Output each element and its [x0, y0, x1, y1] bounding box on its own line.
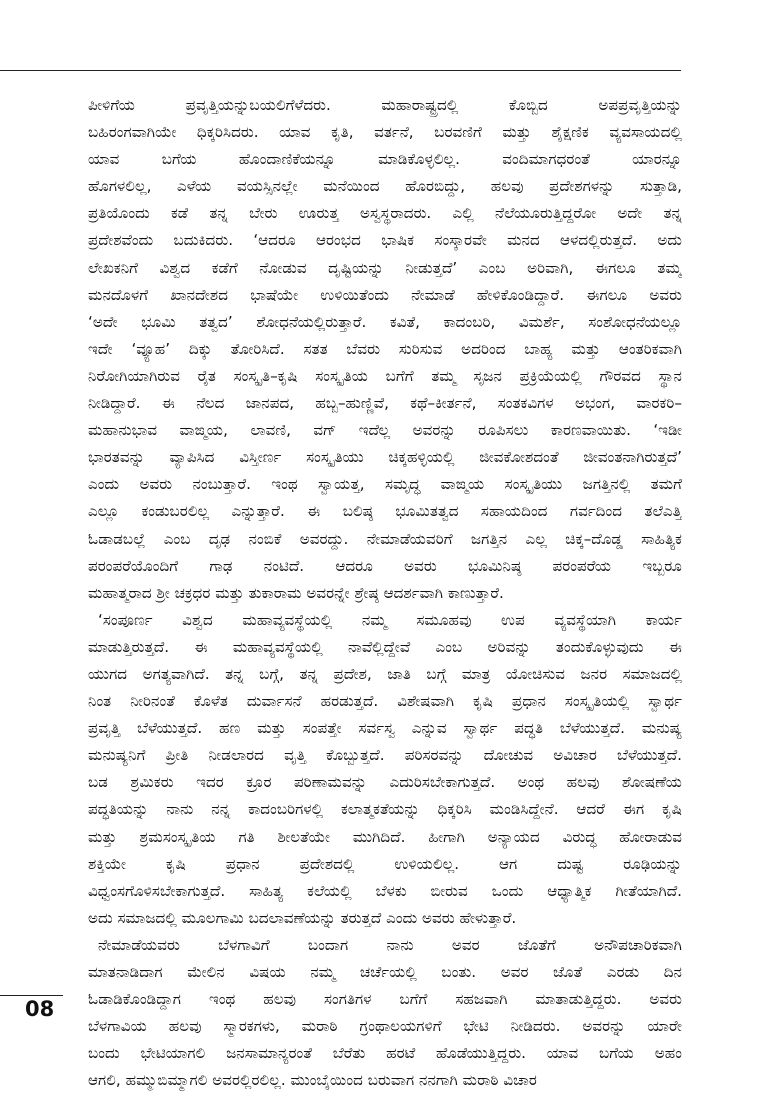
text-line: ಯಾವ ಬಗೆಯ ಹೊಂದಾಣಿಕೆಯನ್ನೂ ಮಾಡಿಕೊಳ್ಳಲಿಲ್ಲ. ವಂದಿಮಾಗಧರಂತೆ ಯಾರನ್ನೂ: [88, 150, 682, 169]
text-line: ನೇಮಾಡೆಯವರು ಬೆಳಗಾವಿಗೆ ಬಂದಾಗ ನಾನು ಅವರ ಜೊತೆಗೆ ಅನೌಪಚಾರಿಕವಾಗಿ: [98, 935, 682, 954]
text-line: ನೀಡಿದ್ದಾರೆ. ಈ ನೆಲದ ಜಾನಪದ, ಹಬ್ಬ–ಹುಣ್ಣಿವೆ, ಕಥೆ–ಕೀರ್ತನೆ, ಸಂತಕವಿಗಳ ಅಭಂಗ, ವಾರಕರಿ–: [88, 394, 682, 413]
paragraph-1: [88, 92, 682, 607]
text-line: ‘ಅದೇ ಭೂಮಿ ತತ್ವದ’ ಶೋಧನೆಯಲ್ಲಿರುತ್ತಾರೆ. ಕವಿತೆ, ಕಾದಂಬರಿ, ವಿಮರ್ಶೆ, ಸಂಶೋಧನೆಯಲ್ಲೂ: [88, 312, 682, 331]
text-line: ಹೊಗಳಲಿಲ್ಲ, ಎಳೆಯ ವಯಸ್ಸಿನಲ್ಲೇ ಮನೆಯಿಂದ ಹೊರಬಿದ್ದು, ಹಲವು ಪ್ರದೇಶಗಳನ್ನು ಸುತ್ತಾಡಿ,: [88, 177, 682, 196]
text-line: ಓಡಾಡಬಲ್ಲೆ ಎಂಬ ದೃಢ ನಂಬಿಕೆ ಅವರದ್ದು. ನೇಮಾಡೆಯವರಿಗೆ ಜಗತ್ತಿನ ಎಲ್ಲ ಚಿಕ್ಕ–ದೊಡ್ಡ ಸಾಹಿತ್ಯಿಕ: [88, 529, 682, 548]
text-line: ಆಗಲಿ, ಹಮ್ಮುಬಿಮ್ಮಾಗಲಿ ಅವರಲ್ಲಿರಲಿಲ್ಲ. ಮುಂಬೈಯಿಂದ ಬರುವಾಗ ನನಗಾಗಿ ಮರಾಠಿ ವಿಚಾರ: [88, 1071, 537, 1090]
text-line: ಎಂದು ಅವರು ನಂಬುತ್ತಾರೆ. ಇಂಥ ಸ್ವಾಯತ್ತ, ಸಮೃದ್ಧ ವಾಙ್ಮಯ ಸಂಸ್ಕೃತಿಯು ಜಗತ್ತಿನಲ್ಲಿ ತಮಗೆ: [88, 475, 682, 494]
text-line: ಪೀಳಿಗೆಯ ಪ್ರವೃತ್ತಿಯನ್ನುಬಯಲಿಗೆಳೆದರು. ಮಹಾರಾಷ್ಟ್ರದಲ್ಲಿ ಕೊಬ್ಬಿದ ಅಪಪ್ರವೃತ್ತಿಯನ್ನು: [88, 96, 682, 114]
text-line: ನಿಂತ ನೀರಿನಂತೆ ಕೊಳೆತ ದುರ್ವಾಸನೆ ಹರಡುತ್ತದೆ. ವಿಶೇಷವಾಗಿ ಕೃಷಿ ಪ್ರಧಾನ ಸಂಸ್ಕೃತಿಯಲ್ಲಿ ಸ್ವಾರ್ಥ: [88, 692, 682, 711]
text-line: ಬಹಿರಂಗವಾಗಿಯೇ ಧಿಕ್ಕರಿಸಿದರು. ಯಾವ ಕೃತಿ, ವರ್ತನೆ, ಬರವಣಿಗೆ ಮತ್ತು ಶೈಕ್ಷಣಿಕ ವ್ಯವಸಾಯದಲ್ಲಿ: [88, 123, 682, 142]
text-line: ಬೆಳಗಾವಿಯ ಹಲವು ಸ್ಮಾರಕಗಳು, ಮರಾಠಿ ಗ್ರಂಥಾಲಯಗಳಿಗೆ ಭೇಟಿ ನೀಡಿದರು. ಅವರನ್ನು ಯಾರೇ: [88, 1017, 682, 1036]
text-line: ಪ್ರದೇಶವೆಂದು ಬದುಕಿದರು. ‘ಆದರೂ ಆರಂಭದ ಭಾಷಿಕ ಸಂಸ್ಕಾರವೇ ಮನದ ಆಳದಲ್ಲಿರುತ್ತದೆ. ಅದು: [88, 231, 682, 250]
text-line: ಮಾತನಾಡಿದಾಗ ಮೇಲಿನ ವಿಷಯ ನಮ್ಮ ಚರ್ಚೆಯಲ್ಲಿ ಬಂತು. ಅವರ ಜೊತೆ ಎರಡು ದಿನ: [88, 963, 682, 981]
text-line: ಮಾಡುತ್ತಿರುತ್ತದೆ. ಈ ಮಹಾವ್ಯವಸ್ಥೆಯಲ್ಲಿ ನಾವೆಲ್ಲಿದ್ದೇವೆ ಎಂಬ ಅರಿವನ್ನು ತಂದುಕೊಳ್ಳುವುದು ಈ: [88, 637, 682, 656]
text-line: ಪದ್ಧತಿಯನ್ನು ನಾನು ನನ್ನ ಕಾದಂಬರಿಗಳಲ್ಲಿ ಕಲಾತ್ಮಕತೆಯನ್ನು ಧಿಕ್ಕರಿಸಿ ಮಂಡಿಸಿದ್ದೇನೆ. ಆದರೆ ಈಗ ಕೃಷಿ: [88, 800, 682, 819]
text-line: ಲೇಖಕನಿಗೆ ವಿಶ್ವದ ಕಡೆಗೆ ನೋಡುವ ದೃಷ್ಟಿಯನ್ನು ನೀಡುತ್ತದೆ’ ಎಂಬ ಅರಿವಾಗಿ, ಈಗಲೂ ತಮ್ಮ: [88, 258, 682, 277]
text-line: ಮನದೊಳಗೆ ಖಾನದೇಶದ ಭಾಷೆಯೇ ಉಳಿಯಿತೆಂದು ನೇಮಾಡೆ ಹೇಳಿಕೊಂಡಿದ್ದಾರೆ. ಈಗಲೂ ಅವರು: [88, 285, 682, 304]
text-line: ಮನುಷ್ಯನಿಗೆ ಪ್ರೀತಿ ನೀಡಲಾರದ ವೃತ್ತಿ ಕೊಬ್ಬುತ್ತದೆ. ಪರಿಸರವನ್ನು ದೋಚುವ ಅವಿಚಾರ ಬೆಳೆಯುತ್ತದೆ.: [88, 746, 682, 765]
text-line: ಅದು ಸಮಾಜದಲ್ಲಿ ಮೂಲಗಾಮಿ ಬದಲಾವಣೆಯನ್ನು ತರುತ್ತದೆ ಎಂದು ಅವರು ಹೇಳುತ್ತಾರೆ.: [88, 908, 517, 927]
paragraph-2: [88, 607, 682, 932]
text-line: ಭಾರತವನ್ನು ವ್ಯಾಪಿಸಿದ ವಿಸ್ತೀರ್ಣ ಸಂಸ್ಕೃತಿಯು ಚಿಕ್ಕಹಳ್ಳಿಯಲ್ಲಿ ಜೀವಕೋಶದಂತೆ ಜೀವಂತನಾಗಿರುತ್ತದೆ’: [88, 448, 682, 467]
text-line: ಪರಂಪರೆಯೊಂದಿಗೆ ಗಾಢ ನಂಟಿದೆ. ಆದರೂ ಅವರು ಭೂಮಿನಿಷ್ಠ ಪರಂಪರೆಯ ಇಬ್ಬರೂ: [88, 556, 682, 575]
page-number: 08: [25, 997, 55, 1021]
text-line: ಪ್ರತಿಯೊಂದು ಕಡೆ ತನ್ನ ಬೇರು ಊರುತ್ತ ಅಸ್ವಸ್ಥರಾದರು. ಎಲ್ಲಿ ನೆಲೆಯೂರುತ್ತಿದ್ದರೋ ಅದೇ ತನ್ನ: [88, 204, 682, 223]
text-line: ಇದೇ ‘ವ್ಯೂಹ’ ದಿಕ್ಕು ತೋರಿಸಿದೆ. ಸತತ ಬೆವರು ಸುರಿಸುವ ಅದರಿಂದ ಬಾಹ್ಯ ಮತ್ತು ಆಂತರಿಕವಾಗಿ: [88, 339, 682, 358]
paragraph-3: [88, 932, 682, 1094]
text-line: ಮತ್ತು ಶ್ರಮಸಂಸ್ಕೃತಿಯ ಗತಿ ಶೀಲತೆಯೇ ಮುಗಿದಿದೆ. ಹೀಗಾಗಿ ಅನ್ಯಾಯದ ವಿರುದ್ಧ ಹೋರಾಡುವ: [88, 827, 682, 846]
text-line: ಓಡಾಡಿಕೊಂಡಿದ್ದಾಗ ಇಂಥ ಹಲವು ಸಂಗತಿಗಳ ಬಗೆಗೆ ಸಹಜವಾಗಿ ಮಾತಾಡುತ್ತಿದ್ದರು. ಅವರು: [88, 990, 682, 1009]
text-line: ಶಕ್ತಿಯೇ ಕೃಷಿ ಪ್ರಧಾನ ಪ್ರದೇಶದಲ್ಲಿ ಉಳಿಯಲಿಲ್ಲ. ಆಗ ದುಷ್ಟ ರೂಢಿಯನ್ನು: [88, 854, 682, 873]
text-line: ಬಂದು ಭೇಟಿಯಾಗಲಿ ಜನಸಾಮಾನ್ಯರಂತೆ ಬೆರೆತು ಹರಟೆ ಹೊಡೆಯುತ್ತಿದ್ದರು. ಯಾವ ಬಗೆಯ ಅಹಂ: [88, 1044, 682, 1063]
text-line: ಬಡ ಶ್ರಮಿಕರು ಇದರ ಕ್ರೂರ ಪರಿಣಾಮವನ್ನು ಎದುರಿಸಬೇಕಾಗುತ್ತದೆ. ಅಂಥ ಹಲವು ಶೋಷಣೆಯ: [88, 773, 682, 792]
article-body: [88, 92, 682, 1094]
text-line: ನಿರೋಗಿಯಾಗಿರುವ ರೈತ ಸಂಸ್ಕೃತಿ–ಕೃಷಿ ಸಂಸ್ಕೃತಿಯ ಬಗೆಗೆ ತಮ್ಮ ಸೃಜನ ಪ್ರಕ್ರಿಯೆಯಲ್ಲಿ ಗೌರವದ ಸ್ಥಾನ: [88, 366, 682, 385]
text-line: ಪ್ರವೃತ್ತಿ ಬೆಳೆಯುತ್ತದೆ. ಹಣ ಮತ್ತು ಸಂಪತ್ತೇ ಸರ್ವಸ್ವ ಎನ್ನುವ ಸ್ವಾರ್ಥ ಪದ್ಧತಿ ಬೆಳೆಯುತ್ತದೆ. ಮನುಷ್ಯ: [88, 719, 682, 738]
text-line: ಎಲ್ಲೂ ಕಂಡುಬರಲಿಲ್ಲ ಎನ್ನುತ್ತಾರೆ. ಈ ಬಲಿಷ್ಠ ಭೂಮಿತತ್ವದ ಸಹಾಯದಿಂದ ಗರ್ವದಿಂದ ತಲೆಎತ್ತಿ: [88, 502, 682, 521]
text-line: ಮಹಾನುಭಾವ ವಾಙ್ಮಯ, ಲಾವಣಿ, ವಗ್ ಇದೆಲ್ಲ ಅವರನ್ನು ರೂಪಿಸಲು ಕಾರಣವಾಯಿತು. ‘ಇಡೀ: [88, 421, 682, 440]
top-rule: [0, 70, 681, 71]
text-line: ವಿಧ್ವಂಸಗೊಳಿಸಬೇಕಾಗುತ್ತದೆ. ಸಾಹಿತ್ಯ ಕಲೆಯಲ್ಲಿ ಬೆಳಕು ಬೀರುವ ಒಂದು ಆಧ್ಯಾತ್ಮಿಕ ಗೀತೆಯಾಗಿದೆ.: [88, 881, 682, 900]
text-line: ಮಹಾತ್ಮರಾದ ಶ್ರೀ ಚಕ್ರಧರ ಮತ್ತು ತುಕಾರಾಮ ಅವರನ್ನೇ ಶ್ರೇಷ್ಠ ಆದರ್ಶವಾಗಿ ಕಾಣುತ್ತಾರೆ.: [88, 583, 504, 602]
text-line: ‘ಸಂಪೂರ್ಣ ವಿಶ್ವದ ಮಹಾವ್ಯವಸ್ಥೆಯಲ್ಲಿ ನಮ್ಮ ಸಮೂಹವು ಉಪ ವ್ಯವಸ್ಥೆಯಾಗಿ ಕಾರ್ಯ: [98, 610, 682, 629]
text-line: ಯುಗದ ಅಗತ್ಯವಾಗಿದೆ. ತನ್ನ ಬಗ್ಗೆ, ತನ್ನ ಪ್ರದೇಶ, ಜಾತಿ ಬಗ್ಗೆ ಮಾತ್ರ ಯೋಚಿಸುವ ಜನರ ಸಮಾಜದಲ್ಲಿ: [88, 664, 682, 683]
